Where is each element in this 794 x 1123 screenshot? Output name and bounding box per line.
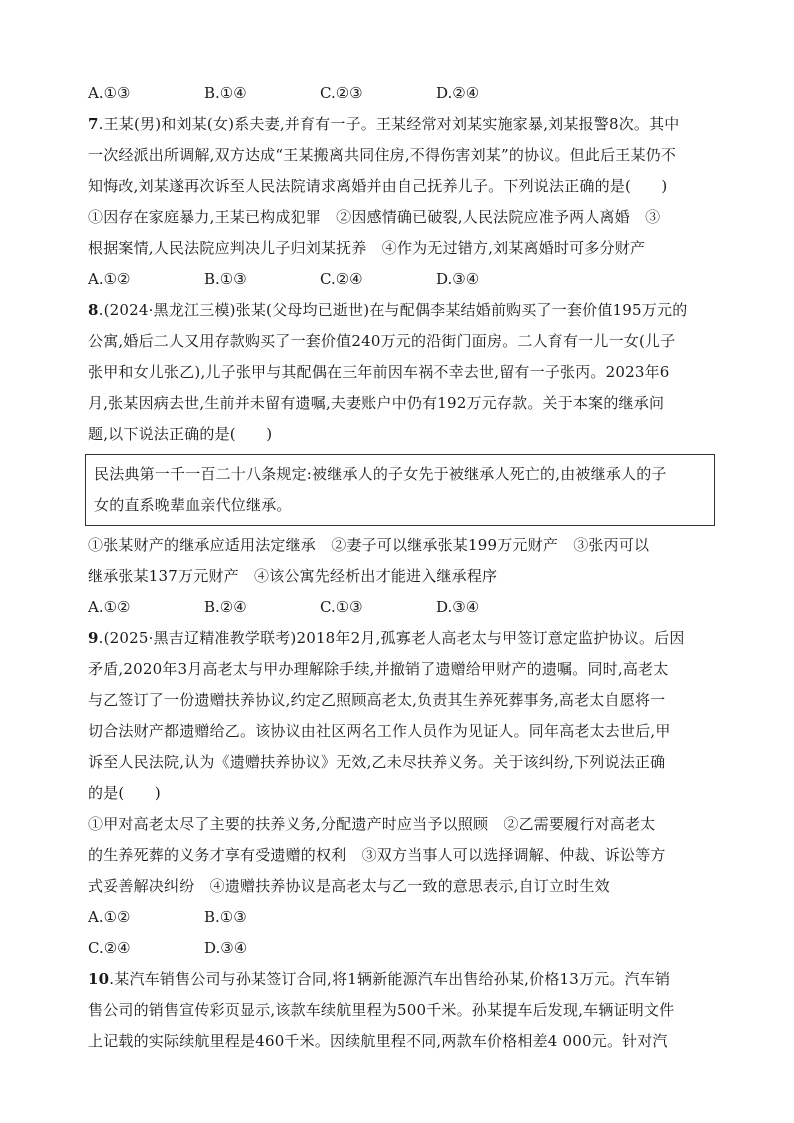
statement-text: ①因存在家庭暴力,王某已构成犯罪 ②因感情确已破裂,人民法院应准予两人离婚 ③	[88, 208, 661, 226]
q9-options-row1	[88, 902, 710, 933]
question-text: 张甲和女儿张乙),儿子张甲与其配偶在三年前因车祸不幸去世,留有一子张丙。2023年6	[88, 363, 670, 381]
option-a: A.①②	[88, 598, 131, 616]
question-number: 8	[88, 301, 99, 319]
question-text: 题,以下说法正确的是( )	[88, 425, 273, 443]
option-c: C.①③	[320, 598, 363, 616]
question-text: 公寓,婚后二人又用存款购买了一套价值240万元的沿街门面房。二人育有一儿一女(儿子	[88, 332, 676, 350]
question-text: 售公司的销售宣传彩页显示,该款车续航里程为500千米。孙某提车后发现,车辆证明文件	[88, 1001, 675, 1019]
material-box	[85, 454, 715, 526]
question-text: .某汽车销售公司与孙某签订合同,将1辆新能源汽车出售给孙某,价格13万元。汽车销	[109, 970, 671, 988]
option-a: A.①③	[88, 84, 131, 102]
question-text: 一次经派出所调解,双方达成“王某搬离共同住房,不得伤害刘某”的协议。但此后王某仍不	[88, 146, 677, 164]
q7-options	[88, 264, 710, 295]
option-b: B.①③	[204, 270, 247, 288]
exam-page	[88, 78, 710, 1057]
statement-text: 的生养死葬的义务才享有受遗赠的权利 ③双方当事人可以选择调解、仲裁、诉讼等方	[88, 846, 666, 864]
option-b: B.①④	[204, 84, 247, 102]
question-number: 10	[88, 970, 110, 988]
statement-text: 式妥善解决纠纷 ④遗赠扶养协议是高老太与乙一致的意思表示,自订立时生效	[88, 877, 610, 895]
option-b: B.②④	[204, 598, 247, 616]
question-number: 9	[88, 629, 99, 647]
question-text: 上记载的实际续航里程是460千米。因续航里程不同,两款车价格相差4 000元。针对汽	[88, 1032, 668, 1050]
option-d: D.③④	[204, 939, 248, 957]
statement-text: ①甲对高老太尽了主要的扶养义务,分配遗产时应当予以照顾 ②乙需要履行对高老太	[88, 815, 656, 833]
q9-options-row2	[88, 933, 710, 964]
question-text: 知悔改,刘某遂再次诉至人民法院请求离婚并由自己抚养儿子。下列说法正确的是( )	[88, 177, 668, 195]
option-c: C.②③	[320, 84, 363, 102]
material-text: 女的直系晚辈血亲代位继承。	[94, 496, 292, 514]
question-text: .(2025·黑吉辽精准教学联考)2018年2月,孤寡老人高老太与甲签订意定监护协议。后因	[98, 629, 685, 647]
question-text: 与乙签订了一份遗赠扶养协议,约定乙照顾高老太,负责其生养死葬事务,高老太自愿将一	[88, 691, 666, 709]
option-b: B.①③	[204, 908, 247, 926]
question-text: .(2024·黑龙江三模)张某(父母均已逝世)在与配偶李某结婚前购买了一套价值195万元的	[98, 301, 688, 319]
option-a: A.①②	[88, 270, 131, 288]
option-c: C.②④	[88, 939, 131, 957]
option-d: D.②④	[436, 84, 480, 102]
question-9	[88, 623, 710, 964]
question-8	[88, 295, 710, 623]
option-a: A.①②	[88, 908, 131, 926]
question-text: 的是( )	[88, 784, 161, 802]
option-d: D.③④	[436, 270, 480, 288]
question-text: 诉至人民法院,认为《遗赠扶养协议》无效,乙未尽扶养义务。关于该纠纷,下列说法正确	[88, 753, 666, 771]
question-7	[88, 109, 710, 295]
q8-options	[88, 592, 710, 623]
question-text: 切合法财产都遗赠给乙。该协议由社区两名工作人员作为见证人。同年高老太去世后,甲	[88, 722, 671, 740]
q6-options	[88, 78, 710, 109]
question-text: .王某(男)和刘某(女)系夫妻,并育有一子。王某经常对刘某实施家暴,刘某报警8次。其中	[98, 115, 680, 133]
statement-text: 继承张某137万元财产 ④该公寓先经析出才能进入继承程序	[88, 567, 498, 585]
question-text: 月,张某因病去世,生前并未留有遗嘱,夫妻账户中仍有192万元存款。关于本案的继承问	[88, 394, 665, 412]
statement-text: ①张某财产的继承应适用法定继承 ②妻子可以继承张某199万元财产 ③张丙可以	[88, 536, 650, 554]
question-10	[88, 964, 710, 1057]
material-text: 民法典第一千一百二十八条规定:被继承人的子女先于被继承人死亡的,由被继承人的子	[94, 465, 667, 483]
statement-text: 根据案情,人民法院应判决儿子归刘某抚养 ④作为无过错方,刘某离婚时可多分财产	[88, 239, 646, 257]
question-number: 7	[88, 115, 99, 133]
option-c: C.②④	[320, 270, 363, 288]
option-d: D.③④	[436, 598, 480, 616]
question-text: 矛盾,2020年3月高老太与甲办理解除手续,并撤销了遗赠给甲财产的遗嘱。同时,高老太	[88, 660, 669, 678]
